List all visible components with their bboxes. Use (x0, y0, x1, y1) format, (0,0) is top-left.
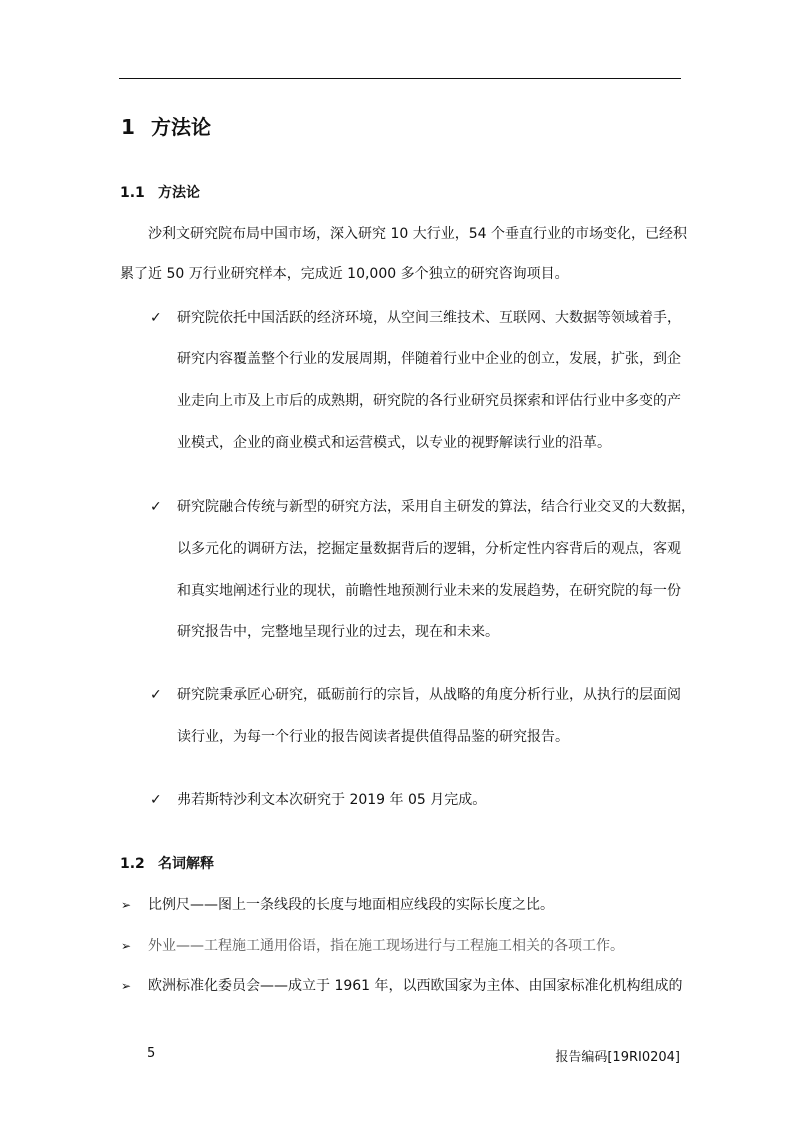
bullet-1-line-2: 研究内容覆盖整个行业的发展周期，伴随着行业中企业的创立，发展，扩张，到企 (177, 351, 681, 367)
intro-line-2: 累了近 50 万行业研究样本，完成近 10,000 多个独立的研究咨询项目。 (120, 266, 569, 282)
page-number: 5 (147, 1046, 156, 1061)
subsection-number: 1.1 (120, 185, 145, 201)
section-title: 方法论 (151, 115, 211, 139)
subsection-heading-1-2 (120, 853, 214, 873)
term-item-3: 欧洲标准化委员会——成立于 1961 年，以西欧国家为主体、由国家标准化机构组成的 (148, 978, 683, 994)
bullet-2-line-2: 以多元化的调研方法，挖掘定量数据背后的逻辑，分析定性内容背后的观点，客观 (177, 541, 681, 557)
bullet-4-line-1: 弗若斯特沙利文本次研究于 2019 年 05 月完成。 (177, 792, 487, 808)
subsection-number: 1.2 (120, 856, 145, 872)
intro-line-1: 沙利文研究院布局中国市场，深入研究 10 大行业，54 个垂直行业的市场变化，已经积 (148, 226, 687, 242)
bullet-1-line-4: 业模式，企业的商业模式和运营模式，以专业的视野解读行业的沿革。 (177, 435, 611, 451)
report-code: 报告编码[19RI0204] (555, 1050, 680, 1065)
section-heading (121, 111, 211, 140)
section-number: 1 (121, 115, 135, 139)
bullet-2-line-4: 研究报告中，完整地呈现行业的过去，现在和未来。 (177, 624, 499, 640)
header-rule (119, 78, 681, 79)
check-icon: ✓ (150, 499, 162, 515)
bullet-3-line-2: 读行业，为每一个行业的报告阅读者提供值得品鉴的研究报告。 (177, 729, 569, 745)
check-icon: ✓ (150, 792, 162, 808)
arrow-bullet-icon: ➢ (121, 979, 132, 993)
subsection-title: 方法论 (158, 185, 200, 201)
check-icon: ✓ (150, 310, 162, 326)
bullet-3-line-1: 研究院秉承匠心研究，砥砺前行的宗旨，从战略的角度分析行业，从执行的层面阅 (177, 687, 681, 703)
term-item-1: 比例尺——图上一条线段的长度与地面相应线段的实际长度之比。 (148, 897, 554, 913)
arrow-bullet-icon: ➢ (121, 898, 132, 912)
arrow-bullet-icon: ➢ (121, 939, 132, 953)
term-item-2: 外业——工程施工通用俗语，指在施工现场进行与工程施工相关的各项工作。 (148, 938, 624, 954)
check-icon: ✓ (150, 687, 162, 703)
subsection-title: 名词解释 (158, 856, 214, 872)
subsection-heading-1-1 (120, 182, 200, 202)
bullet-2-line-1: 研究院融合传统与新型的研究方法，采用自主研发的算法，结合行业交叉的大数据， (177, 499, 695, 515)
bullet-1-line-3: 业走向上市及上市后的成熟期，研究院的各行业研究员探索和评估行业中多变的产 (177, 393, 681, 409)
bullet-2-line-3: 和真实地阐述行业的现状，前瞻性地预测行业未来的发展趋势，在研究院的每一份 (177, 583, 681, 599)
bullet-1-line-1: 研究院依托中国活跃的经济环境，从空间三维技术、互联网、大数据等领域着手， (177, 310, 681, 326)
